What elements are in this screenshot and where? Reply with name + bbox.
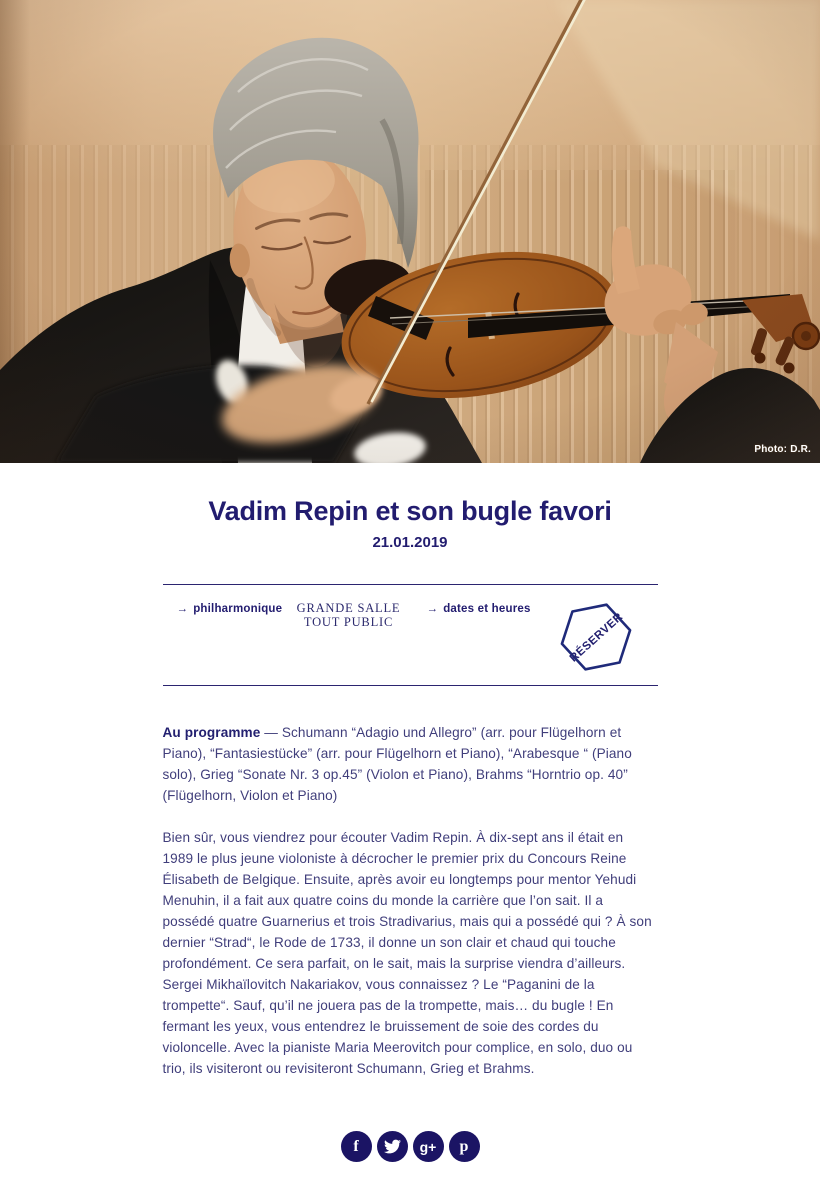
facebook-share-button[interactable] [341, 1131, 372, 1162]
facebook-icon: f [353, 1137, 359, 1155]
category-link-label: philharmonique [193, 603, 283, 615]
google-plus-share-button[interactable] [413, 1131, 444, 1162]
reserve-button[interactable] [558, 600, 634, 674]
program-paragraph [163, 722, 658, 806]
photo-credit: Photo: D.R. [754, 444, 811, 455]
arrow-right-icon: → [176, 603, 189, 615]
venue-line-1: GRANDE SALLE [296, 601, 401, 615]
dates-link-label: dates et heures [443, 603, 531, 615]
program-label: Au programme [162, 725, 261, 740]
violinist-illustration [0, 0, 820, 463]
reserve-button-label: RÉSERVER [567, 610, 626, 665]
twitter-share-button[interactable] [377, 1131, 408, 1162]
meta-section [163, 584, 658, 686]
article-content [163, 496, 658, 1162]
body-paragraph: Bien sûr, vous viendrez pour écouter Vadim Repin. À dix-sept ans il était en 1989 le plus jeune violoniste à décrocher le premier prix du Concours Reine Élisabeth de Belgique. Ensuite, après avoir eu longtemps pour mentor Yehudi Menuhin, il a fait aux quatre coins du monde la carrière que l’on sait. Il a possédé quatre Guarnerius et trois Stradivarius, mais qui a possédé qui ? À son dernier “Strad“, le Rode de 1733, il donne un son clair et chaud qui touche profondément. Ce sera parfait, on le sait, mais la surprise viendra d’ailleurs. Sergei Mikhaïlovitch Nakariakov, vous connaissez ? Le “Paganini de la trompette“. Sauf, qu’il ne jouera pas de la trompette, mais… du bugle ! En fermant les yeux, vous entendrez le bruissement de soie des cordes du violoncelle. Avec la pianiste Maria Meerovitch pour complice, en solo, duo ou trio, ils visiteront ou revisiteront Schumann, Grieg et Brahms. [162, 830, 652, 1076]
pinterest-share-button[interactable] [449, 1131, 480, 1162]
page-title: Vadim Repin et son bugle favori [208, 496, 612, 526]
venue-label [271, 601, 427, 629]
venue-line-2: TOUT PUBLIC [303, 615, 394, 629]
program-separator: — [260, 725, 282, 740]
article-date: 21.01.2019 [372, 534, 448, 551]
twitter-icon [384, 1138, 401, 1155]
program-text: Schumann “Adagio und Allegro” (arr. pour Flügelhorn et Piano), “Fantasiestücke” (arr. pour Flügelhorn et Piano), “Arabesque “ (Piano solo), Grieg “Sonate Nr. 3 op.45” (Violon et Piano), Brahms “Horntrio op. 40” (Flügelhorn, Violon et Piano) [162, 725, 632, 803]
dates-link[interactable] [427, 603, 531, 615]
category-link-philharmonique[interactable] [177, 603, 283, 615]
google-plus-icon: g+ [419, 1138, 437, 1155]
hero-image [0, 0, 820, 463]
hexagon-badge-icon [558, 600, 634, 674]
arrow-right-icon: → [426, 603, 439, 615]
social-share-row [163, 1131, 658, 1162]
pinterest-icon: p [459, 1137, 469, 1155]
